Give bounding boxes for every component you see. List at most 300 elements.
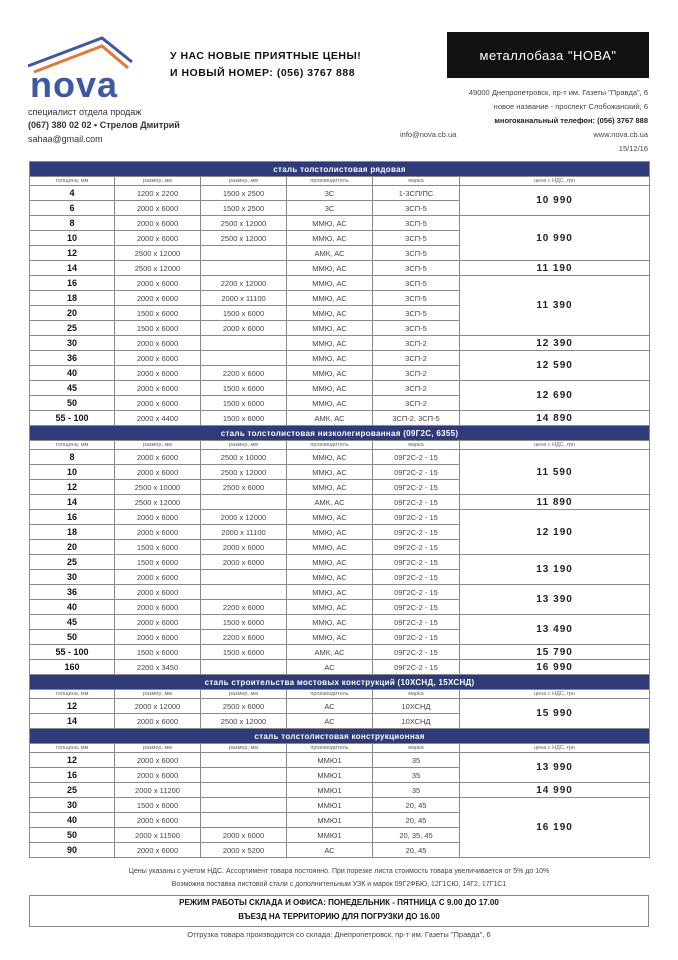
thickness-cell: 55 - 100	[30, 411, 115, 426]
grade-cell: 09Г2С-2 - 15	[373, 570, 460, 585]
grade-cell: 35	[373, 783, 460, 798]
price-cell: 13 190	[460, 555, 650, 585]
notes-line-2: Возможна поставка листовой стали с дополнительным УЗК и марок 09Г2ФБЮ, 12Г1СЮ, 14Г2, 17Г1С1	[171, 881, 507, 888]
column-header: размер, мм	[201, 744, 287, 753]
grade-cell: 3СП-5	[373, 276, 460, 291]
manufacturer-cell: ММЮ, АС	[287, 480, 373, 495]
grade-cell: 20, 35, 45	[373, 828, 460, 843]
price-cell: 12 190	[460, 510, 650, 555]
grade-cell: 20, 45	[373, 798, 460, 813]
section-title-row	[30, 675, 650, 690]
table-row	[30, 645, 650, 660]
manufacturer-cell: ММЮ, АС	[287, 276, 373, 291]
manufacturer-cell: АС	[287, 714, 373, 729]
thickness-cell: 25	[30, 555, 115, 570]
grade-cell: 09Г2С-2 - 15	[373, 600, 460, 615]
thickness-cell: 12	[30, 753, 115, 768]
sales-phone: (067) 380 02 02 • Стрелов Дмитрий	[28, 120, 180, 130]
manufacturer-cell: ММЮ, АС	[287, 570, 373, 585]
grade-cell: 09Г2С-2 - 15	[373, 555, 460, 570]
thickness-cell: 25	[30, 783, 115, 798]
column-header: производитель	[287, 690, 373, 699]
thickness-cell: 14	[30, 714, 115, 729]
manufacturer-cell: ММЮ, АС	[287, 450, 373, 465]
grade-cell: 3СП-2	[373, 336, 460, 351]
column-header-row	[30, 690, 650, 699]
manufacturer-cell: ММЮ, АС	[287, 585, 373, 600]
manufacturer-cell: ММЮ, АС	[287, 465, 373, 480]
size-cell: 1200 x 2200	[115, 186, 201, 201]
size-cell: 2000 x 6000	[115, 201, 201, 216]
manufacturer-cell: АМК, АС	[287, 495, 373, 510]
price-cell: 11 390	[460, 276, 650, 336]
grade-cell: 09Г2С-2 - 15	[373, 540, 460, 555]
size-cell: 2000 x 11200	[115, 783, 201, 798]
size-cell: 1500 x 6000	[115, 321, 201, 336]
thickness-cell: 12	[30, 699, 115, 714]
section-title-row	[30, 162, 650, 177]
grade-cell: 3СП-5	[373, 306, 460, 321]
manufacturer-cell: ММЮ, АС	[287, 336, 373, 351]
size-alt-cell: 2200 x 12000	[201, 276, 287, 291]
size-alt-cell: 2500 x 12000	[201, 465, 287, 480]
size-cell: 2000 x 6000	[115, 570, 201, 585]
size-cell: 1500 x 6000	[115, 555, 201, 570]
grade-cell: 3СП-5	[373, 216, 460, 231]
manufacturer-cell: 3С	[287, 201, 373, 216]
size-alt-cell	[201, 660, 287, 675]
size-cell: 2000 x 6000	[115, 351, 201, 366]
size-cell: 2000 x 6000	[115, 510, 201, 525]
thickness-cell: 12	[30, 246, 115, 261]
price-cell: 13 390	[460, 585, 650, 615]
size-alt-cell: 2500 x 12000	[201, 231, 287, 246]
phone-line	[400, 114, 648, 128]
size-cell: 2000 x 6000	[115, 276, 201, 291]
company-phone: (056) 3767 888	[597, 116, 648, 125]
table-row	[30, 336, 650, 351]
size-alt-cell: 1500 x 6000	[201, 381, 287, 396]
size-cell: 2000 x 6000	[115, 231, 201, 246]
size-cell: 2000 x 4400	[115, 411, 201, 426]
size-cell: 2000 x 6000	[115, 585, 201, 600]
thickness-cell: 36	[30, 351, 115, 366]
working-hours	[29, 895, 649, 927]
table-row	[30, 510, 650, 525]
hours-line-2: ВЪЕЗД НА ТЕРРИТОРИЮ ДЛЯ ПОГРУЗКИ ДО 16.00	[238, 912, 440, 921]
size-alt-cell: 2500 x 12000	[201, 714, 287, 729]
thickness-cell: 25	[30, 321, 115, 336]
column-header-row	[30, 441, 650, 450]
price-cell: 14 990	[460, 783, 650, 798]
grade-cell: 09Г2С-2 - 15	[373, 450, 460, 465]
size-cell: 2000 x 6000	[115, 216, 201, 231]
size-cell: 2000 x 6000	[115, 381, 201, 396]
size-alt-cell	[201, 753, 287, 768]
size-cell: 2000 x 6000	[115, 291, 201, 306]
manufacturer-cell: АМК, АС	[287, 645, 373, 660]
size-cell: 1500 x 6000	[115, 540, 201, 555]
size-cell: 2000 x 6000	[115, 465, 201, 480]
column-header-row	[30, 177, 650, 186]
price-cell: 10 990	[460, 186, 650, 216]
size-cell: 2000 x 6000	[115, 630, 201, 645]
company-site[interactable]: www.nova.cb.ua	[593, 130, 648, 139]
size-alt-cell	[201, 783, 287, 798]
size-alt-cell: 2500 x 6000	[201, 699, 287, 714]
grade-cell: 09Г2С-2 - 15	[373, 510, 460, 525]
sales-email[interactable]: sahaa@gmail.com	[28, 134, 103, 144]
manufacturer-cell: ММЮ, АС	[287, 366, 373, 381]
manufacturer-cell: АМК, АС	[287, 246, 373, 261]
grade-cell: 09Г2С-2 - 15	[373, 615, 460, 630]
thickness-cell: 10	[30, 465, 115, 480]
grade-cell: 09Г2С-2 - 15	[373, 525, 460, 540]
section-title: сталь строительства мостовых конструкций (10ХСНД, 15ХСНД)	[30, 675, 650, 690]
section-title-row	[30, 729, 650, 744]
price-cell: 15 790	[460, 645, 650, 660]
column-header: размер, мм	[115, 744, 201, 753]
size-cell: 2000 x 6000	[115, 336, 201, 351]
company-name-box	[447, 32, 649, 78]
column-header: производитель	[287, 744, 373, 753]
grade-cell: 3СП-5	[373, 321, 460, 336]
grade-cell: 3СП-5	[373, 246, 460, 261]
size-cell: 2000 x 6000	[115, 525, 201, 540]
thickness-cell: 45	[30, 381, 115, 396]
price-cell: 12 690	[460, 381, 650, 411]
size-alt-cell: 1500 x 6000	[201, 615, 287, 630]
size-cell: 2000 x 6000	[115, 396, 201, 411]
size-alt-cell	[201, 351, 287, 366]
column-header: марка	[373, 441, 460, 450]
column-header: цена с НДС, грн	[460, 690, 650, 699]
table-row	[30, 186, 650, 201]
grade-cell: 3СП-5	[373, 261, 460, 276]
size-alt-cell	[201, 798, 287, 813]
size-alt-cell: 2000 x 5200	[201, 843, 287, 858]
size-alt-cell: 2200 x 6000	[201, 630, 287, 645]
promo-text	[170, 48, 361, 82]
size-cell: 2200 x 3450	[115, 660, 201, 675]
grade-cell: 20, 45	[373, 813, 460, 828]
sales-role: специалист отдела продаж	[28, 107, 142, 117]
thickness-cell: 30	[30, 570, 115, 585]
manufacturer-cell: ММЮ1	[287, 753, 373, 768]
column-header: марка	[373, 177, 460, 186]
manufacturer-cell: ММЮ1	[287, 828, 373, 843]
column-header: размер, мм	[201, 690, 287, 699]
manufacturer-cell: АС	[287, 699, 373, 714]
grade-cell: 10ХСНД	[373, 699, 460, 714]
price-cell: 10 990	[460, 216, 650, 261]
phone-label: многоканальный телефон:	[494, 116, 596, 125]
grade-cell: 09Г2С-2 - 15	[373, 465, 460, 480]
table-row	[30, 495, 650, 510]
size-cell: 1500 x 6000	[115, 645, 201, 660]
thickness-cell: 20	[30, 306, 115, 321]
notes-line-1: Цены указаны с учетом НДС. Ассортимент товара постоянно. При порезке листа стоимость товара увеличивается от 5% до 10%	[128, 868, 550, 875]
size-cell: 2000 x 12000	[115, 699, 201, 714]
hours-line-1: РЕЖИМ РАБОТЫ СКЛАДА И ОФИСА: ПОНЕДЕЛЬНИК - ПЯТНИЦА С 9.00 ДО 17.00	[179, 898, 499, 907]
manufacturer-cell: АМК, АС	[287, 411, 373, 426]
thickness-cell: 18	[30, 525, 115, 540]
manufacturer-cell: АС	[287, 843, 373, 858]
manufacturer-cell: ММЮ, АС	[287, 306, 373, 321]
price-table	[29, 161, 650, 858]
size-alt-cell: 1500 x 6000	[201, 396, 287, 411]
size-cell: 2500 x 12000	[115, 495, 201, 510]
grade-cell: 3СП-2, 3СП-5	[373, 411, 460, 426]
grade-cell: 3СП-2	[373, 396, 460, 411]
size-alt-cell: 2500 x 10000	[201, 450, 287, 465]
address-line-2: новое название - проспект Слобожанский, 6	[493, 102, 648, 111]
column-header: размер, мм	[115, 441, 201, 450]
address-line-1: 49000 Днепропетровск, пр-т им. Газеты "Правда", 6	[468, 88, 648, 97]
company-address	[400, 86, 648, 156]
logo-text: nova	[30, 64, 119, 105]
thickness-cell: 8	[30, 216, 115, 231]
size-alt-cell	[201, 336, 287, 351]
column-header: марка	[373, 690, 460, 699]
thickness-cell: 36	[30, 585, 115, 600]
column-header: размер, мм	[115, 177, 201, 186]
column-header: толщина, мм	[30, 177, 115, 186]
price-cell: 14 890	[460, 411, 650, 426]
thickness-cell: 90	[30, 843, 115, 858]
company-email[interactable]: info@nova.cb.ua	[400, 130, 457, 139]
size-cell: 2000 x 6000	[115, 768, 201, 783]
size-cell: 2000 x 6000	[115, 753, 201, 768]
column-header: размер, мм	[115, 690, 201, 699]
size-cell: 2500 x 12000	[115, 246, 201, 261]
thickness-cell: 16	[30, 768, 115, 783]
thickness-cell: 12	[30, 480, 115, 495]
size-alt-cell: 2000 x 11100	[201, 525, 287, 540]
thickness-cell: 30	[30, 336, 115, 351]
thickness-cell: 18	[30, 291, 115, 306]
thickness-cell: 160	[30, 660, 115, 675]
column-header: толщина, мм	[30, 744, 115, 753]
size-cell: 2000 x 6000	[115, 714, 201, 729]
table-row	[30, 276, 650, 291]
manufacturer-cell: ММЮ, АС	[287, 396, 373, 411]
company-name: металлобаза "НОВА"	[479, 47, 617, 63]
grade-cell: 35	[373, 768, 460, 783]
size-alt-cell: 1500 x 6000	[201, 411, 287, 426]
thickness-cell: 14	[30, 261, 115, 276]
size-cell: 2500 x 10000	[115, 480, 201, 495]
table-row	[30, 351, 650, 366]
size-cell: 2000 x 6000	[115, 615, 201, 630]
size-alt-cell	[201, 246, 287, 261]
price-cell: 12 590	[460, 351, 650, 381]
table-row	[30, 753, 650, 768]
grade-cell: 10ХСНД	[373, 714, 460, 729]
manufacturer-cell: ММЮ, АС	[287, 540, 373, 555]
manufacturer-cell: ММЮ, АС	[287, 261, 373, 276]
manufacturer-cell: ММЮ, АС	[287, 600, 373, 615]
grade-cell: 09Г2С-2 - 15	[373, 630, 460, 645]
thickness-cell: 50	[30, 396, 115, 411]
manufacturer-cell: ММЮ1	[287, 783, 373, 798]
grade-cell: 1-3СП/ПС	[373, 186, 460, 201]
manufacturer-cell: ММЮ, АС	[287, 555, 373, 570]
grade-cell: 3СП-5	[373, 201, 460, 216]
grade-cell: 09Г2С-2 - 15	[373, 645, 460, 660]
thickness-cell: 4	[30, 186, 115, 201]
size-alt-cell: 2000 x 12000	[201, 510, 287, 525]
column-header: размер, мм	[201, 441, 287, 450]
size-alt-cell: 2200 x 6000	[201, 600, 287, 615]
column-header-row	[30, 744, 650, 753]
size-cell: 2000 x 6000	[115, 600, 201, 615]
manufacturer-cell: ММЮ, АС	[287, 291, 373, 306]
manufacturer-cell: ММЮ, АС	[287, 630, 373, 645]
thickness-cell: 55 - 100	[30, 645, 115, 660]
size-cell: 2000 x 6000	[115, 450, 201, 465]
section-title: сталь толстолистовая рядовая	[30, 162, 650, 177]
grade-cell: 09Г2С-2 - 15	[373, 480, 460, 495]
size-alt-cell: 2000 x 11100	[201, 291, 287, 306]
column-header: цена с НДС, грн	[460, 441, 650, 450]
grade-cell: 20, 45	[373, 843, 460, 858]
manufacturer-cell: ММЮ, АС	[287, 216, 373, 231]
grade-cell: 09Г2С-2 - 15	[373, 585, 460, 600]
section-title-row	[30, 426, 650, 441]
price-cell: 16 190	[460, 798, 650, 858]
column-header: марка	[373, 744, 460, 753]
thickness-cell: 6	[30, 201, 115, 216]
size-alt-cell	[201, 813, 287, 828]
thickness-cell: 50	[30, 828, 115, 843]
thickness-cell: 16	[30, 510, 115, 525]
footer-note: Отгрузка товара производится со склада: Днепропетровск, пр-т им. Газеты "Правда", 6	[187, 930, 491, 939]
column-header: цена с НДС, грн	[460, 744, 650, 753]
column-header: толщина, мм	[30, 690, 115, 699]
column-header: размер, мм	[201, 177, 287, 186]
thickness-cell: 40	[30, 600, 115, 615]
grade-cell: 3СП-5	[373, 231, 460, 246]
column-header: цена с НДС, грн	[460, 177, 650, 186]
column-header: производитель	[287, 441, 373, 450]
size-alt-cell: 1500 x 2500	[201, 186, 287, 201]
thickness-cell: 50	[30, 630, 115, 645]
grade-cell: 3СП-2	[373, 381, 460, 396]
grade-cell: 3СП-5	[373, 291, 460, 306]
section-title: сталь толстолистовая конструкционная	[30, 729, 650, 744]
table-row	[30, 660, 650, 675]
size-alt-cell: 2000 x 6000	[201, 540, 287, 555]
manufacturer-cell: ММЮ, АС	[287, 381, 373, 396]
grade-cell: 09Г2С-2 - 15	[373, 495, 460, 510]
manufacturer-cell: АС	[287, 660, 373, 675]
thickness-cell: 45	[30, 615, 115, 630]
thickness-cell: 8	[30, 450, 115, 465]
size-alt-cell	[201, 768, 287, 783]
manufacturer-cell: ММЮ, АС	[287, 510, 373, 525]
size-cell: 2000 x 6000	[115, 366, 201, 381]
price-cell: 13 490	[460, 615, 650, 645]
size-alt-cell: 1500 x 6000	[201, 645, 287, 660]
promo-line-1: У НАС НОВЫЕ ПРИЯТНЫЕ ЦЕНЫ!	[170, 50, 362, 62]
size-alt-cell: 2500 x 12000	[201, 216, 287, 231]
thickness-cell: 10	[30, 231, 115, 246]
size-cell: 2500 x 12000	[115, 261, 201, 276]
size-alt-cell	[201, 570, 287, 585]
size-alt-cell: 1500 x 6000	[201, 306, 287, 321]
thickness-cell: 30	[30, 798, 115, 813]
manufacturer-cell: ММЮ, АС	[287, 351, 373, 366]
size-alt-cell: 2000 x 6000	[201, 828, 287, 843]
table-row	[30, 450, 650, 465]
price-cell: 16 990	[460, 660, 650, 675]
size-alt-cell: 2000 x 6000	[201, 555, 287, 570]
size-alt-cell: 2500 x 6000	[201, 480, 287, 495]
thickness-cell: 40	[30, 366, 115, 381]
size-alt-cell: 2000 x 6000	[201, 321, 287, 336]
table-row	[30, 615, 650, 630]
manufacturer-cell: ММЮ, АС	[287, 231, 373, 246]
size-alt-cell	[201, 495, 287, 510]
table-row	[30, 783, 650, 798]
price-cell: 13 990	[460, 753, 650, 783]
size-cell: 2000 x 6000	[115, 813, 201, 828]
thickness-cell: 20	[30, 540, 115, 555]
size-alt-cell: 2200 x 6000	[201, 366, 287, 381]
size-alt-cell	[201, 585, 287, 600]
manufacturer-cell: ММЮ, АС	[287, 615, 373, 630]
table-row	[30, 381, 650, 396]
thickness-cell: 14	[30, 495, 115, 510]
promo-line-2: И НОВЫЙ НОМЕР: (056) 3767 888	[170, 67, 356, 79]
size-alt-cell	[201, 261, 287, 276]
table-row	[30, 585, 650, 600]
price-cell: 11 590	[460, 450, 650, 495]
price-cell: 12 390	[460, 336, 650, 351]
table-row	[30, 699, 650, 714]
size-cell: 2000 x 11500	[115, 828, 201, 843]
table-row	[30, 798, 650, 813]
thickness-cell: 16	[30, 276, 115, 291]
price-cell: 11 890	[460, 495, 650, 510]
grade-cell: 35	[373, 753, 460, 768]
section-title: сталь толстолистовая низколегированная (09Г2С, 6355)	[30, 426, 650, 441]
manufacturer-cell: ММЮ1	[287, 768, 373, 783]
price-date: 15/12/16	[618, 144, 648, 153]
grade-cell: 3СП-2	[373, 366, 460, 381]
manufacturer-cell: 3С	[287, 186, 373, 201]
manufacturer-cell: ММЮ, АС	[287, 321, 373, 336]
manufacturer-cell: ММЮ1	[287, 813, 373, 828]
size-alt-cell: 1500 x 2500	[201, 201, 287, 216]
manufacturer-cell: ММЮ1	[287, 798, 373, 813]
size-cell: 1500 x 6000	[115, 306, 201, 321]
grade-cell: 3СП-2	[373, 351, 460, 366]
price-cell: 11 190	[460, 261, 650, 276]
column-header: толщина, мм	[30, 441, 115, 450]
size-cell: 2000 x 6000	[115, 843, 201, 858]
size-cell: 1500 x 6000	[115, 798, 201, 813]
thickness-cell: 40	[30, 813, 115, 828]
column-header: производитель	[287, 177, 373, 186]
manufacturer-cell: ММЮ, АС	[287, 525, 373, 540]
table-row	[30, 261, 650, 276]
table-row	[30, 411, 650, 426]
web-line	[400, 128, 648, 142]
table-row	[30, 216, 650, 231]
table-row	[30, 555, 650, 570]
